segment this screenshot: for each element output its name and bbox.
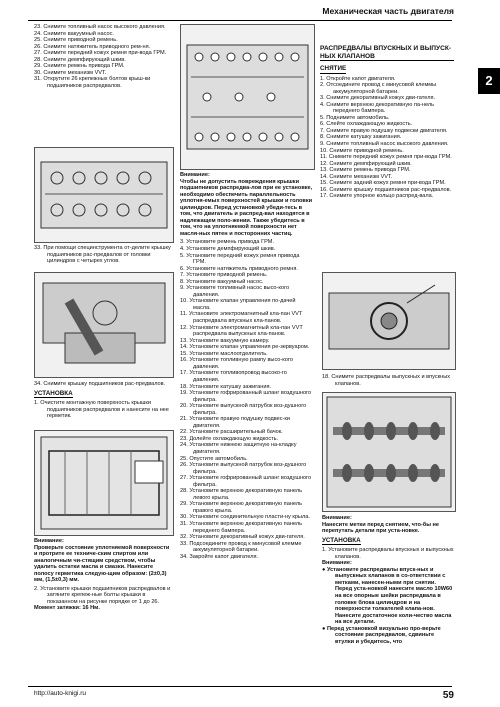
list-item: 33. При помощи специнструмента от-делите крышку подшипников рас-предвалов от головки цилиндров с четырех углов. [34,245,171,265]
list-item: 20. Установите выпускной патрубок воз-душного фильтра. [180,403,307,416]
sealant-diagram [35,431,173,535]
list-item: 24. Снимите вакуумный насос. [34,30,114,37]
left-step-33-block [34,245,172,265]
note-text: Проверьте состояние уплотняемой поверхности и протрите ее техниче-ским спиртом или аналогичным чи-стящим средством, чтобы удалить остатки масла и смазки. Нанесите полосу герметика следую-щим образом: (2±0,3) мм, (1,5±0,3) мм. [34,544,170,584]
list-item: 26. Снимите натяжитель приводного рем-ня. [34,43,151,50]
page-number: 59 [442,690,454,701]
bullet-text: Установите распредвалы впуск-ных и выпускных клапанов в со-ответствии с метками, нанесен-ными при снятии. Перед уста-новкой нанесите масло 10W60 на все опорные шейки распредвала в головке блока цилиндров и на поверхности толкателей клапа-нов. Нанесите достаточное коли-чество масла на все детали. [326,566,453,626]
list-item: 29. Снимите ремень привода ГРМ. [34,63,125,70]
list-item: 1. Откройте капот двигателя. [320,75,396,82]
list-item: 13. Установите вакуумную камеру. [180,337,270,344]
list-item: 4. Снимите верхнюю декоративную па-нель переднего бампера. [320,101,435,115]
list-item: 28. Установите верхнюю декоративную панель левого крыла. [180,488,302,501]
list-item: 17. Снимите упорное кольцо распред-вала. [320,193,434,200]
list-item: 8. Установите вакуумный насос. [180,278,264,285]
bearing-cap-diagram [181,25,314,169]
list-item: 3. Снимите декоративный кожух дви-гателя. [320,95,436,102]
list-item: 34. Снимите крышку подшипников рас-предвалов. [34,381,166,387]
right-step-18-block [322,374,454,387]
list-item: 5. Установите передний кожух ремня привода ГРМ. [180,252,300,266]
torque-spec: Момент затяжки: 16 Нм. [34,605,100,612]
bullet-list [322,567,454,646]
figure-camshafts [322,392,456,512]
middle-column [180,172,313,560]
section-title: РАСПРЕДВАЛЫ ВПУСКНЫХ И ВЫПУСК-НЫХ КЛАПАНОВ [320,45,454,61]
list-item: 2. Установите крышки подшипников распредвалов и затяните крепеж-ные болты крышки в показанном на рисунке порядке от 1 до 26. [34,585,171,605]
note-text: Чтобы не допустить повреждения крышки подшипников распредва-лов при ее установке, необходимо обеспечить параллельность уплотня-емых поверхностей крышки и головки цилиндров. Перед установкой убеди-тесь в том, что двигатель и распред-вал находятся в надлежащем поло-жении. Также убедитесь в том, что на уплотняемой поверхности нет масля-ных пятен и посторонних частиц. [180,178,313,237]
footer-rule [28,686,452,687]
list-item: 16. Снимите крышку подшипников рас-предвалов. [320,186,452,193]
list-item: 32. Установите декоративный кожух дви-гателя. [180,534,305,541]
list-item: 31. Открутите 26 крепежных болтов крыш-ки подшипников распредвалов. [34,76,151,89]
list-item: 13. Снимите ремень привода ГРМ. [320,167,411,174]
figure-sealant [34,430,174,536]
left-note-block [34,538,172,612]
list-item: 27. Установите гофрированный шланг воздушного фильтра. [180,475,312,488]
list-item: 23. Снимите топливный насос высокого давления. [34,24,166,30]
list-item: 29. Установите верхнюю декоративную панель правого крыла. [180,501,302,514]
footer-url: http://auto-knigi.ru [34,690,87,697]
camshafts-diagram [323,393,455,511]
install-heading: УСТАНОВКА [322,536,361,544]
note-label: Внимание: [180,172,210,178]
figure-bolt-sequence-1-26 [180,24,315,170]
left-column [34,24,172,89]
list-item: 1. Установите распредвалы впускных и выпускных клапанов. [322,547,454,560]
list-item: ● Перед установкой визуально про-верьте состояние распредвалов, сдвиньте втулки и убедитесь, что [322,625,441,645]
list-item: 27. Снимите передний кожух ремня при-вода ГРМ. [34,50,167,57]
list-item: 3. Установите ремень привода ГРМ. [180,239,275,246]
list-item: 4. Установите демпфирующий шкив. [180,246,276,253]
removal-steps [320,76,454,200]
note-label: Внимание: [322,515,352,521]
list-item: 26. Установите выпускной патрубок воз-душного фильтра. [180,462,307,475]
list-item: 14. Снимите механизм VVT. [320,173,393,180]
bullet-text: Перед установкой визуально про-верьте состояние распредвалов, сдвиньте втулки и убедитесь, что [326,625,441,645]
list-item: 22. Установите расширительный бачок. [180,429,283,436]
list-item: 14. Установите клапан управления ре-зервуаром. [180,344,310,351]
list-item: 10. Установите клапан управления по-дачей масла. [180,298,296,311]
left-install-block [34,381,172,420]
list-item: 1. Очистите монтажную поверхность крышки подшипников распредвалов и нанесите на нее герметик. [34,400,169,420]
list-item: 23. Долейте охлаждающую жидкость. [180,435,279,442]
figure-bolt-sequence-left [34,147,174,243]
list-item: 12. Снимите демпфирующий шкив. [320,160,412,167]
list-item: 30. Снимите механизм VVT. [34,69,107,76]
list-item: 33. Подсоедините провод к минусовой клемме аккумуляторной батареи. [180,540,302,554]
right-column-bottom [322,515,454,645]
note-label: Внимание: [322,560,352,567]
list-item: 15. Снимите задний кожух ремня при-вода ГРМ. [320,180,446,187]
tool-diagram [35,273,173,377]
list-item: 16. Установите топливную рампу высо-кого давления. [180,357,293,370]
list-item: 18. Установите катушку зажигания. [180,383,272,390]
left-install-heading: УСТАНОВКА [34,389,73,397]
list-item: 2. Отсоедините провод с минусовой клеммы аккумуляторной батареи. [320,82,437,95]
list-item: 6. Установите натяжитель приводного ремня. [180,265,298,272]
list-item: 17. Установите топливопровод высоко-го давления. [180,370,287,383]
list-item: 5. Поднимите автомобиль. [320,114,390,121]
chapter-tab: 2 [478,68,500,94]
list-item: 19. Установите гофрированный шланг воздушного фильтра. [180,390,312,403]
cylinder-head-diagram [35,148,173,242]
figure-thrust-ring [322,272,456,370]
list-item: 9. Снимите топливный насос высокого давления. [320,141,449,148]
note-text: Нанесите метки перед снятием, что-бы не перепутать детали при уста-новке. [322,521,440,535]
note-label: Внимание: [34,538,64,544]
list-item: 10. Снимите приводной ремень. [320,147,404,154]
list-item: 21. Установите правую подушку подвес-ки двигателя. [180,416,290,429]
install-steps [180,239,313,560]
list-item: 7. Установите приводной ремень. [180,272,268,279]
list-item: 25. Снимите приводной ремень. [34,37,118,44]
list-item: 11. Установите электромагнитный кла-пан VVT распредвала впускных кла-панов. [180,311,303,325]
list-item: 11. Снимите передний кожух ремня при-вода ГРМ. [320,154,452,161]
list-item: 24. Установите нижнюю защитную на-кладку двигателя. [180,442,297,455]
list-item: 8. Снимите катушку зажигания. [320,134,402,141]
list-item: 28. Снимите демпфирующий шкив. [34,56,126,63]
list-item: 34. Закройте капот двигателя. [180,553,259,560]
list-item: 30. Установите соединительную пласти-ну крыла. [180,514,310,521]
left-top-steps [34,24,172,89]
list-item: 25. Опустите автомобиль. [180,455,248,462]
list-item: 12. Установите электромагнитный кла-пан VVT распредвала выпускных кла-панов. [180,324,303,338]
list-item: 7. Снимите правую подушку подвески двигателя. [320,127,448,134]
list-item: 6. Слейте охлаждающую жидкость. [320,121,413,128]
removal-heading: СНЯТИЕ [320,65,347,72]
list-item: 18. Снимите распредвалы выпускных и впускных клапанов. [322,374,451,387]
list-item: 31. Установите верхнюю декоративную панель переднего бампера. [180,520,302,534]
camshaft-ring-diagram [323,273,455,369]
figure-separate-cover [34,272,174,378]
page-header-title: Механическая часть двигателя [322,6,454,16]
list-item: 9. Установите топливный насос высо-кого давления. [180,285,290,298]
list-item: ● Установите распредвалы впуск-ных и выпускных клапанов в со-ответствии с метками, нанесен-ными при снятии. Перед уста-новкой нанесите масло 10W60 на все опорные шейки распредвала в головке блока цилиндров и на поверхности толкателей клапа-нов. Нанесите достаточное коли-чество масла на все детали. [322,566,453,626]
right-column-top [320,42,454,200]
list-item: 15. Установите маслоотделитель. [180,350,268,357]
